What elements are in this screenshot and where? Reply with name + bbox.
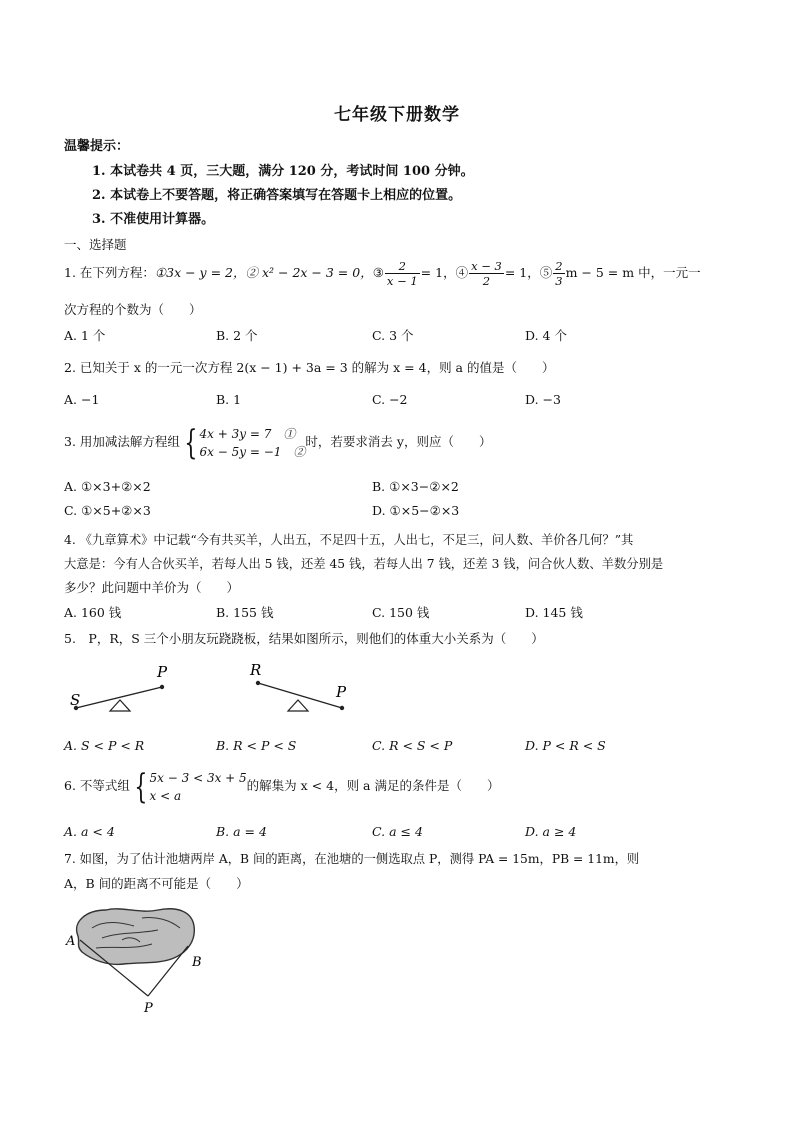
q5-option-a[interactable]: A. S < P < R <box>64 738 145 753</box>
q3-option-b[interactable]: B. ①×3−②×2 <box>372 479 459 494</box>
q3-option-c[interactable]: C. ①×5+②×3 <box>64 503 151 518</box>
q6-option-a[interactable]: A. a < 4 <box>64 824 115 839</box>
seesaw-label-r: R <box>250 661 262 679</box>
q2-option-c[interactable]: C. −2 <box>372 392 408 407</box>
q6-prefix: 6. 不等式组 <box>64 778 130 793</box>
q6-system <box>150 769 247 805</box>
seesaw-right <box>249 661 347 711</box>
q3-option-d[interactable]: D. ①×5−②×3 <box>372 503 460 518</box>
page-title: 七年级下册数学 <box>334 105 460 125</box>
q1-option-b[interactable]: B. 2 个 <box>216 328 258 343</box>
seesaw-label-p2: P <box>336 683 347 701</box>
q7-line2: A，B 间的距离不可能是（ ） <box>64 876 249 891</box>
q1-option-d[interactable]: D. 4 个 <box>525 328 567 343</box>
seesaw-left <box>70 663 168 711</box>
q6-eq1: 5x − 3 < 3x + 5 <box>149 770 247 785</box>
q3-suffix: 时，若要求消去 y，则应（ ） <box>305 434 492 449</box>
tip-item: 2. 本试卷上不要答题，将正确答案填写在答题卡上相应的位置。 <box>92 188 462 203</box>
tip-item: 3. 不准使用计算器。 <box>92 212 215 227</box>
q5-option-d[interactable]: D. P < R < S <box>525 738 606 753</box>
pond-label-b: B <box>192 955 202 970</box>
q4-option-b[interactable]: B. 155 钱 <box>216 605 274 620</box>
q2-option-a[interactable]: A. −1 <box>64 392 100 407</box>
q1-eq5-rest: m − 5 = m 中，一元一 <box>565 265 701 280</box>
question-1 <box>64 256 701 290</box>
q7-line1: 7. 如图，为了估计池塘两岸 A，B 间的距离，在池塘的一侧选取点 P，测得 PA = 15m，PB = 11m，则 <box>64 852 640 866</box>
q1-prefix: 1. 在下列方程： <box>64 265 155 280</box>
q6-option-d[interactable]: D. a ≥ 4 <box>525 824 577 839</box>
seesaw-label-s: S <box>70 691 81 709</box>
q1-eq5-marker: ⑤ <box>539 265 553 280</box>
q4-line3: 多少？此问题中羊价为（ ） <box>64 580 240 595</box>
q3-eq2: 6x − 5y = −1 ② <box>199 444 306 459</box>
q4-option-d[interactable]: D. 145 钱 <box>525 605 583 620</box>
q3-option-a[interactable]: A. ①×3+②×2 <box>64 479 151 494</box>
q1-eq4-marker: ④ <box>455 265 469 280</box>
q1-eq1: ①3x − y = 2， <box>154 265 246 280</box>
question-3 <box>64 420 491 464</box>
q1-eq5-fraction: $\frac{2}{3}$ <box>555 259 563 288</box>
q3-prefix: 3. 用加减法解方程组 <box>64 434 180 449</box>
q5-option-c[interactable]: C. R < S < P <box>372 738 453 753</box>
q1-eq3-marker: ③ <box>372 265 384 280</box>
seesaw-label-p1: P <box>157 663 168 681</box>
tips-heading: 温馨提示： <box>64 139 130 154</box>
q4-line1: 4. 《九章算术》中记载“今有共买羊，人出五，不足四十五，人出七，不足三，问人数、羊价各几何？”其 <box>64 533 634 547</box>
q4-option-a[interactable]: A. 160 钱 <box>64 605 122 620</box>
q6-suffix: 的解集为 x < 4，则 a 满足的条件是（ ） <box>246 778 500 793</box>
q1-eq3-fraction: $\frac{2}{x - 1}$ <box>386 259 418 288</box>
q1-eq4-rest: = 1， <box>504 265 540 280</box>
q6-option-b[interactable]: B. a = 4 <box>216 824 267 839</box>
q1-line2: 次方程的个数为（ ） <box>64 302 202 317</box>
q1-eq4-fraction: $\frac{x - 3}{2}$ <box>471 259 502 288</box>
q1-option-c[interactable]: C. 3 个 <box>372 328 414 343</box>
q6-brace: { <box>134 766 148 807</box>
tip-item: 1. 本试卷共 4 页，三大题，满分 120 分，考试时间 100 分钟。 <box>92 164 474 179</box>
q2-option-b[interactable]: B. 1 <box>216 392 242 407</box>
q6-option-c[interactable]: C. a ≤ 4 <box>372 824 423 839</box>
pond-label-a: A <box>66 934 76 949</box>
q1-eq3-rest: = 1， <box>420 265 456 280</box>
question-5: 5. P，R，S 三个小朋友玩跷跷板，结果如图所示，则他们的体重大小关系为（ ） <box>64 631 544 646</box>
q3-brace: { <box>184 422 198 463</box>
q1-option-a[interactable]: A. 1 个 <box>64 328 106 343</box>
q3-eq1: 4x + 3y = 7 ① <box>199 426 296 441</box>
pond-label-p: P <box>144 1001 153 1016</box>
section-heading: 一、选择题 <box>64 237 127 252</box>
seesaw-figure <box>62 655 372 725</box>
question-2: 2. 已知关于 x 的一元一次方程 2(x − 1) + 3a = 3 的解为 x = 4，则 a 的值是（ ） <box>64 360 555 375</box>
question-6 <box>64 763 499 809</box>
q1-eq2: ② x² − 2x − 3 = 0， <box>245 265 373 280</box>
pond-shape <box>77 909 195 965</box>
q6-eq2: x < a <box>149 788 182 803</box>
q4-line2: 大意是：今有人合伙买羊，若每人出 5 钱，还差 45 钱，若每人出 7 钱，还差 3 钱，问合伙人数、羊数分别是 <box>64 557 664 571</box>
q2-option-d[interactable]: D. −3 <box>525 392 561 407</box>
q3-system <box>200 425 306 461</box>
q5-option-b[interactable]: B. R < P < S <box>216 738 297 753</box>
pond-figure <box>62 900 222 1020</box>
q4-option-c[interactable]: C. 150 钱 <box>372 605 430 620</box>
